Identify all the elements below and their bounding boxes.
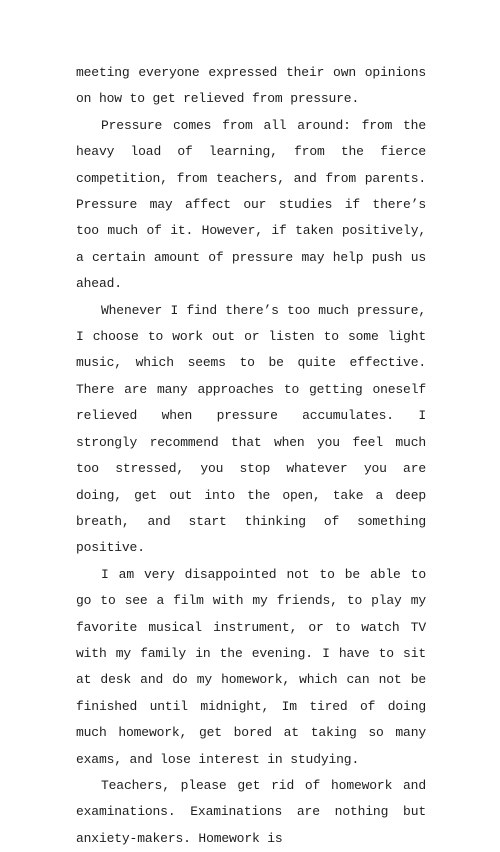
paragraph-continuation: meeting everyone expressed their own opinions on how to get relieved from pressure. [76,65,426,107]
paragraph-teachers-request: Teachers, please get rid of homework and examinations. Examinations are nothing but anxiety-makers. Homework is [76,777,426,846]
paragraph-pressure-sources: Pressure comes from all around: from the heavy load of learning, from the fierce competition, from teachers, and from parents. Pressure may affect our studies if there’s too much of it. However, if taken positively, a certain amount of pressure may help push us ahead. [76,117,426,292]
paragraph-disappointment: I am very disappointed not to be able to go to see a film with my friends, to play my favorite musical instrument, or to watch TV with my family in the evening. I have to sit at desk and do my homework, which can not be finished until midnight, Im tired of doing much homework, get bored at taking so many exams, and lose interest in studying. [76,566,426,767]
paragraph-relief-methods: Whenever I find there’s too much pressure, I choose to work out or listen to some light music, which seems to be quite effective. There are many approaches to getting oneself relieved when pressure accumulates. I strongly recommend that when you feel much too stressed, you stop whatever you are doing, get out into the open, take a deep breath, and start thinking of something positive. [76,302,426,556]
document-body [76,60,426,852]
